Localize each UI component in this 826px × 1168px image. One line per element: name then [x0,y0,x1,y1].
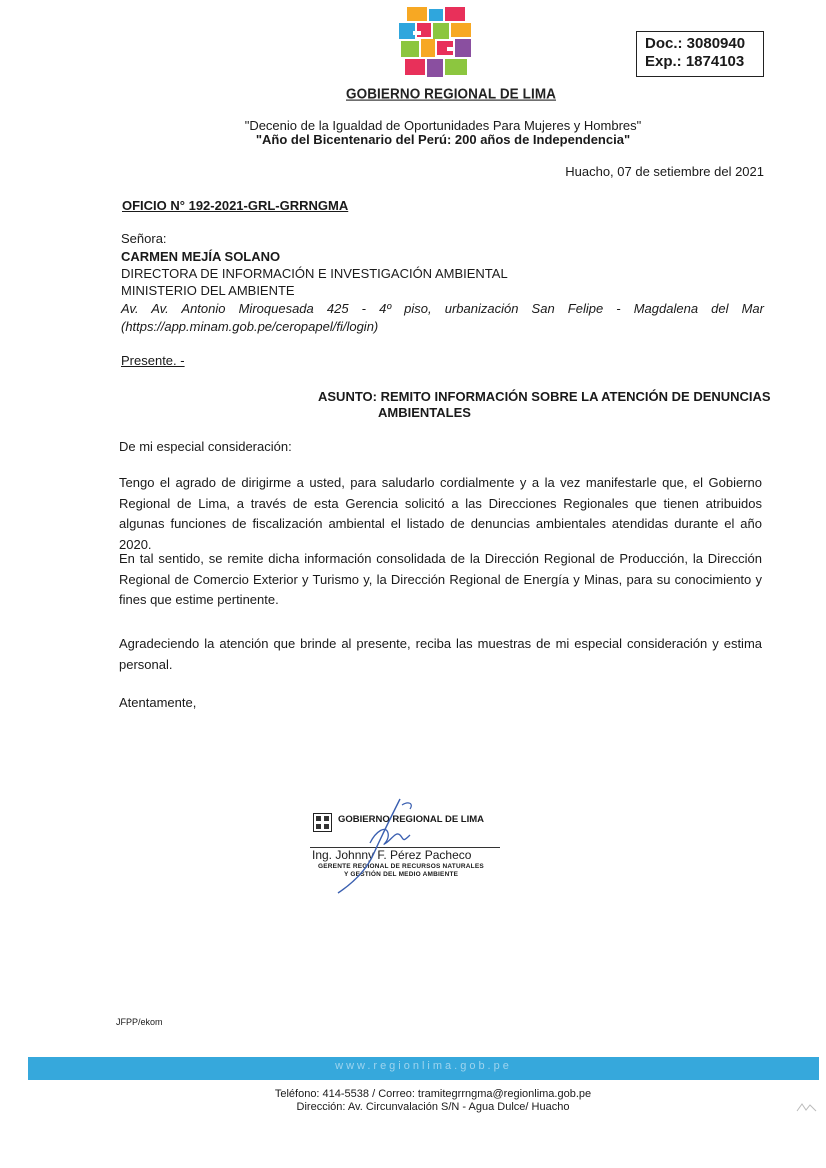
signer-title-line-1: GERENTE REGIONAL DE RECURSOS NATURALES [318,863,484,870]
signer-name: Ing. Johnny F. Pérez Pacheco [312,848,472,862]
addressee-position: DIRECTORA DE INFORMACIÓN E INVESTIGACIÓN AMBIENTAL [121,266,508,281]
footer-website[interactable]: www.regionlima.gob.pe [335,1060,512,1072]
org-name: GOBIERNO REGIONAL DE LIMA [346,85,557,102]
footer-contact: Teléfono: 414-5538 / Correo: tramitegrrngma@regionlima.gob.pe [274,1088,592,1100]
letter-reference: OFICIO N° 192-2021-GRL-GRRNGMA [122,198,349,213]
decade-motto: "Decenio de la Igualdad de Oportunidades Para Mujeres y Hombres" [244,118,642,133]
presente: Presente. - [121,353,185,368]
subject-line-1: ASUNTO: REMITO INFORMACIÓN SOBRE LA ATENCIÓN DE DENUNCIAS [318,389,771,404]
salutation: Señora: [121,231,167,246]
subject-line-2: AMBIENTALES [378,405,471,420]
signer-title-line-2: Y GESTIÓN DEL MEDIO AMBIENTE [344,871,459,878]
body-paragraph-1: Tengo el agrado de dirigirme a usted, para saludarlo cordialmente y a la vez manifestarle que, el Gobierno Regional de Lima, a través de esta Gerencia solicitó a las Direcciones Regionales que tienen atribuidos algunas funciones de fiscalización ambiental el listado de denuncias ambientales atendidas durante el año 2020. [119,475,762,552]
doc-number: Doc.: 3080940 [645,35,746,52]
body-paragraph-2: En tal sentido, se remite dicha información consolidada de la Dirección Regional de Producción, la Dirección Regional de Comercio Exterior y Turismo y, la Dirección Regional de Energía y Minas, para su conocimiento y fines que estime pertinente. [119,551,762,607]
place-date: Huacho, 07 de setiembre del 2021 [565,164,764,179]
stamp-org-name: GOBIERNO REGIONAL DE LIMA [338,814,485,825]
regional-government-logo [399,7,473,81]
year-motto: "Año del Bicentenario del Perú: 200 años de Independencia" [255,132,631,147]
addressee-institution: MINISTERIO DEL AMBIENTE [121,283,295,298]
addressee-url: (https://app.minam.gob.pe/ceropapel/fi/login) [121,319,379,334]
author-initials: JFPP/ekom [116,1017,163,1027]
exp-number: Exp.: 1874103 [645,53,745,70]
scan-mark-icon [796,1101,818,1113]
closing: Atentamente, [119,695,197,710]
handwritten-signature [330,795,440,895]
body-paragraph-3: Agradeciendo la atención que brinde al presente, reciba las muestras de mi especial consideración y estima personal. [119,636,762,672]
addressee-name: CARMEN MEJÍA SOLANO [121,249,281,264]
greeting: De mi especial consideración: [119,439,292,454]
footer-address: Dirección: Av. Circunvalación S/N - Agua Dulce/ Huacho [296,1101,570,1113]
addressee-address: Av. Av. Antonio Miroquesada 425 - 4º piso, urbanización San Felipe - Magdalena del Mar [121,301,764,316]
